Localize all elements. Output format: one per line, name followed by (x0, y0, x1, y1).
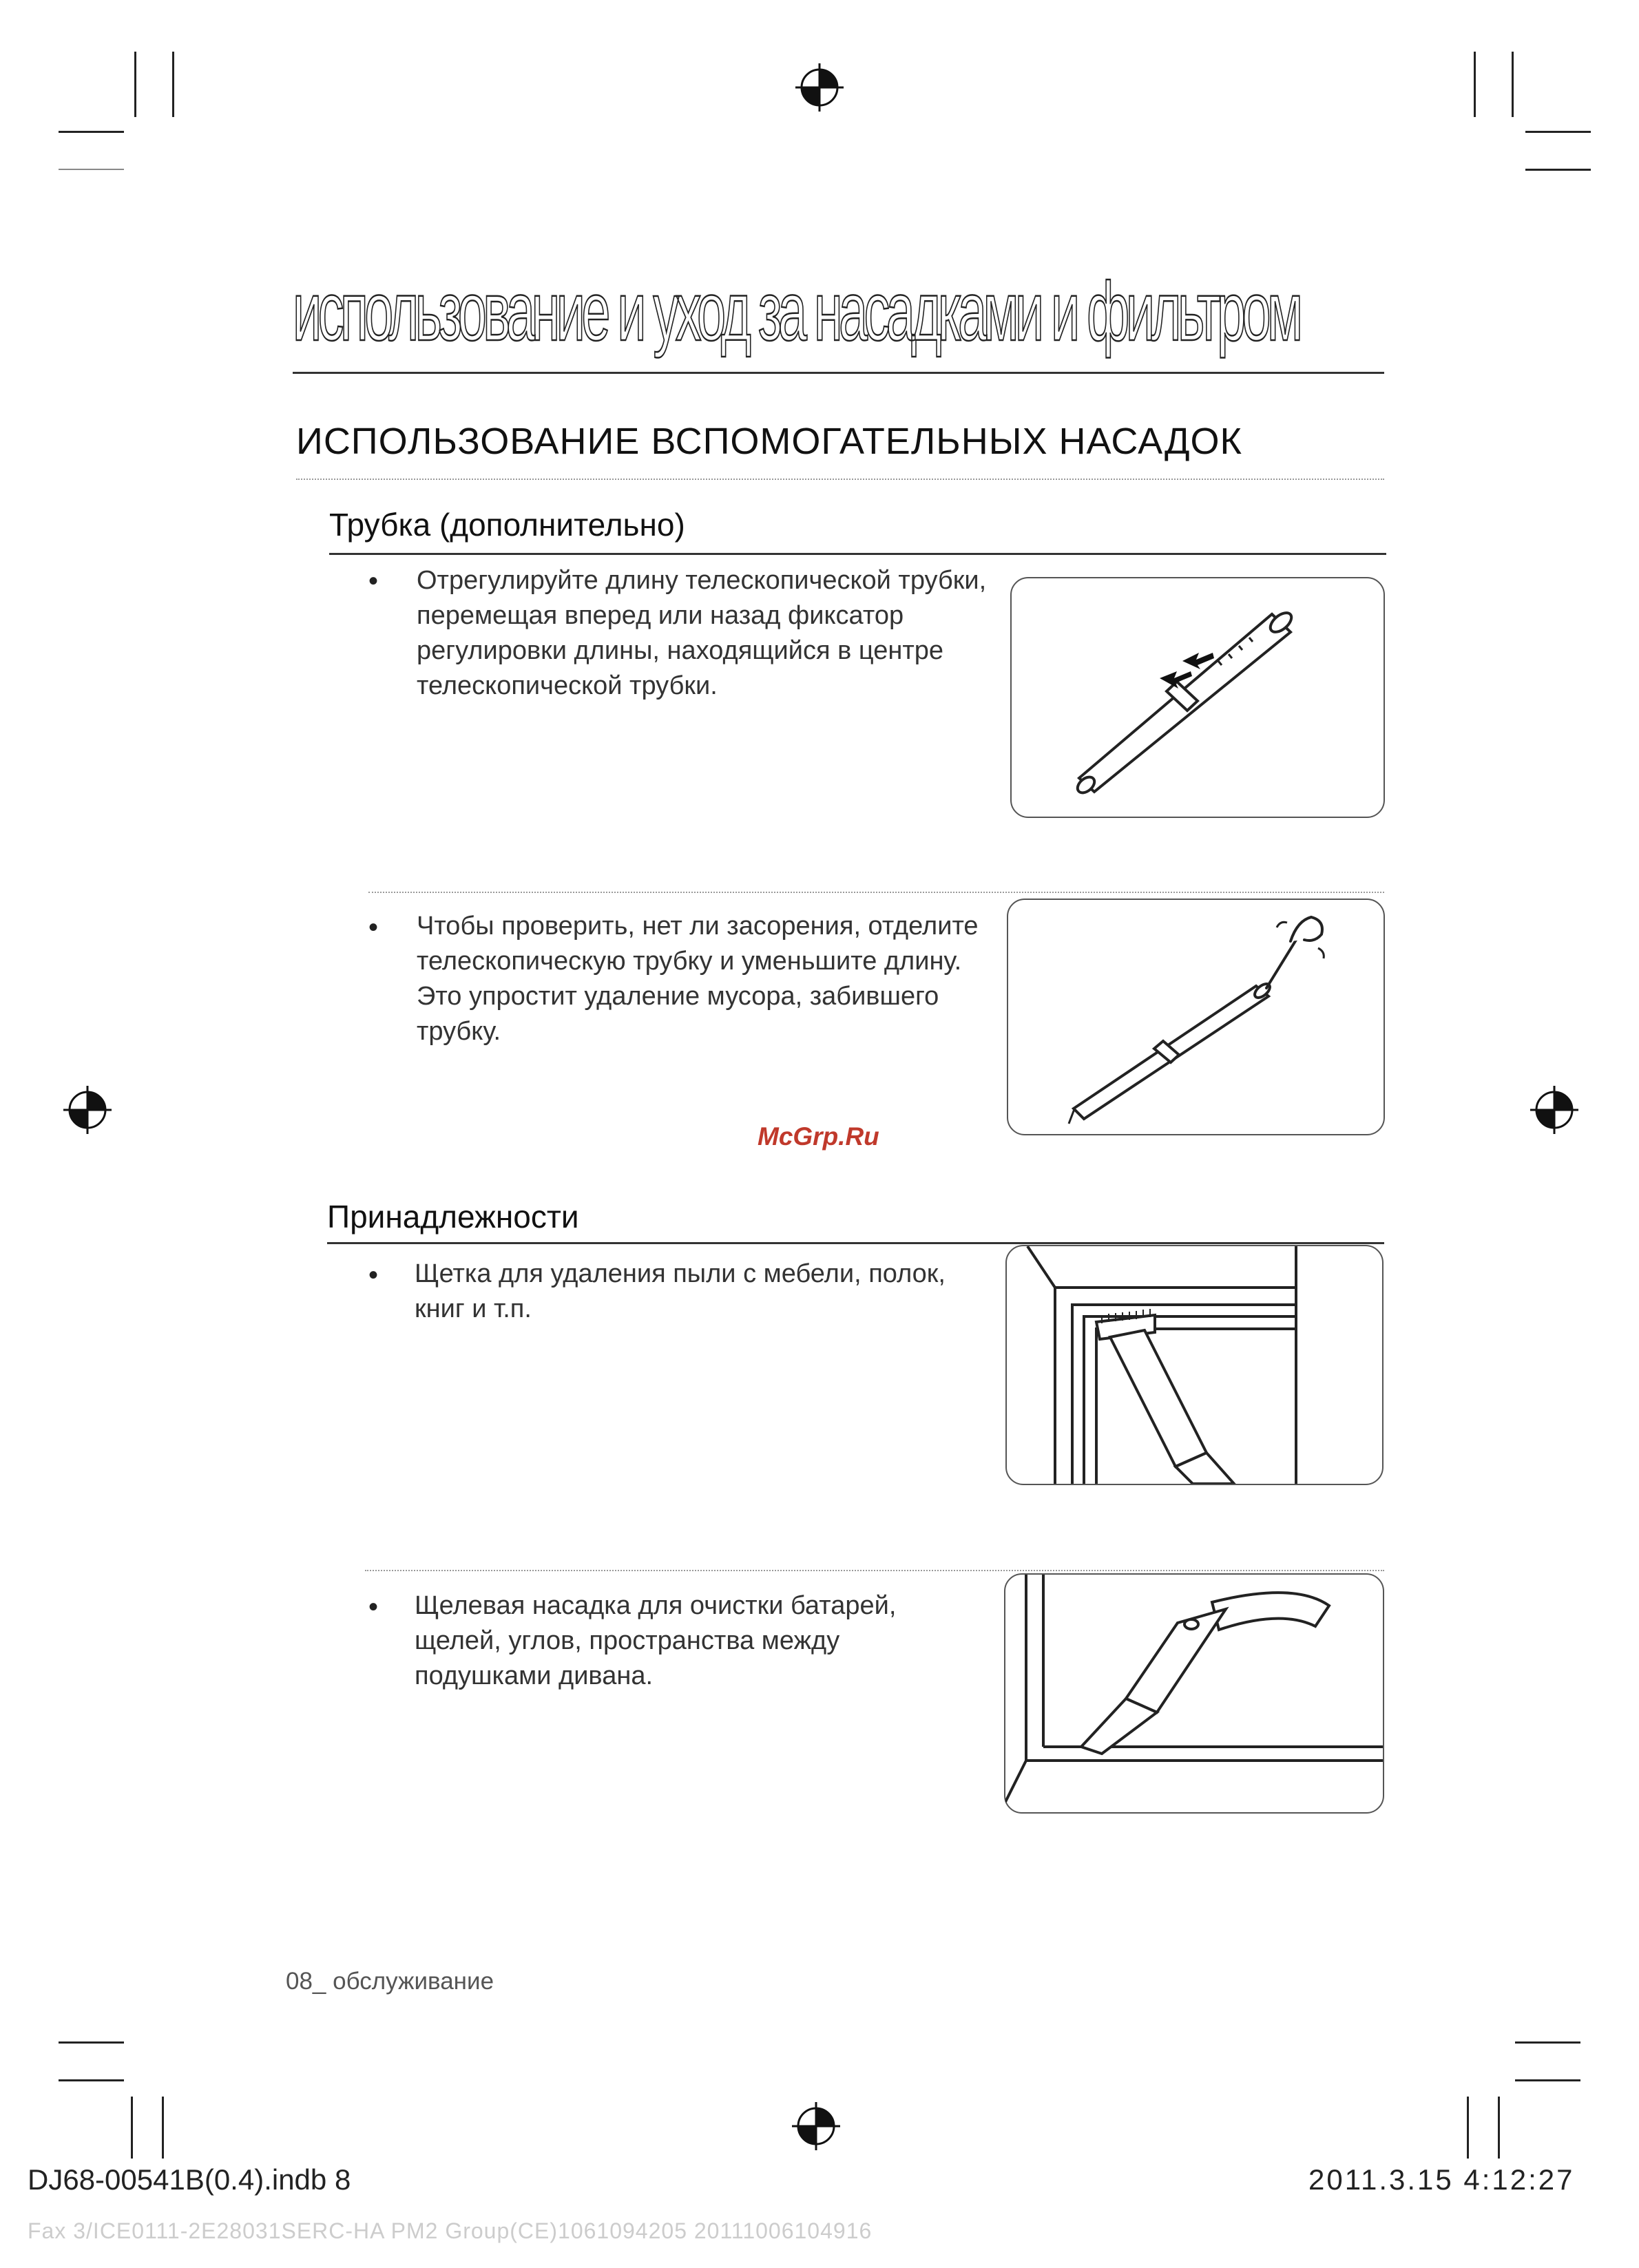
instruction-text: Щетка для удаления пыли с мебели, полок, книг и т.п. (415, 1259, 946, 1323)
instruction-text: Отрегулируйте длину телескопической трубки, перемещая вперед или назад фиксатор регулировки длины, находящийся в центре телескопической трубки. (417, 566, 987, 700)
subsection-rule (329, 553, 1386, 555)
crop-mark (1467, 2097, 1469, 2159)
watermark: McGrp.Ru (758, 1122, 879, 1151)
bullet: • (368, 566, 379, 596)
instruction-text: Чтобы проверить, нет ли засорения, отделите телескопическую трубку и уменьшите длину. Это упростит удаление мусора, забившего трубку. (417, 912, 979, 1046)
registration-crosshair-icon (63, 1086, 112, 1134)
registration-crosshair-icon (795, 63, 844, 112)
subsection-title-accessories: Принадлежности (327, 1199, 579, 1235)
crop-mark (162, 2097, 164, 2159)
crop-mark (59, 131, 124, 133)
crop-mark (1474, 52, 1476, 117)
crop-mark (1525, 131, 1591, 133)
telescopic-tube-adjust-illustration (1010, 577, 1385, 818)
crevice-tool-illustration (1004, 1573, 1384, 1814)
telescopic-tube-clean-illustration (1007, 899, 1385, 1135)
registration-crosshair-icon (792, 2102, 840, 2150)
crop-mark (172, 52, 174, 117)
page-number-label: 08_ обслуживание (286, 1968, 494, 1995)
section-divider (296, 479, 1384, 480)
chapter-title-rule (293, 372, 1384, 374)
bullet: • (368, 1260, 379, 1290)
print-slug-timestamp: 2011.3.15 4:12:27 (1308, 2163, 1575, 2196)
bullet: • (368, 912, 379, 943)
crop-mark (1512, 52, 1514, 117)
crop-mark (134, 52, 136, 117)
crop-mark (131, 2097, 133, 2159)
subsection-rule (327, 1242, 1384, 1244)
crop-mark (1525, 169, 1591, 171)
dust-brush-illustration (1005, 1245, 1384, 1485)
crop-mark (1498, 2097, 1500, 2159)
registration-crosshair-icon (1530, 1086, 1578, 1134)
print-slug-filename: DJ68-00541B(0.4).indb 8 (28, 2163, 351, 2196)
section-title: ИСПОЛЬЗОВАНИЕ ВСПОМОГАТЕЛЬНЫХ НАСАДОК (296, 421, 1243, 462)
crop-mark (59, 169, 124, 170)
instruction-text: Щелевая насадка для очистки батарей, щелей, углов, пространства между подушками дивана. (415, 1591, 897, 1690)
item-divider (365, 1570, 1384, 1571)
subsection-title-tube: Трубка (дополнительно) (329, 507, 685, 543)
crop-mark (59, 2079, 124, 2081)
crop-mark (1515, 2079, 1580, 2081)
print-fax-line: Fax 3/ICE0111-2E28031SERC-HA PM2 Group(CE)1061094205 20111006104916 (28, 2218, 873, 2243)
crop-mark (59, 2041, 124, 2044)
bullet: • (368, 1592, 379, 1622)
item-divider (368, 892, 1384, 893)
chapter-title: использование и уход за насадками и фильтром (293, 264, 1299, 358)
crop-mark (1515, 2041, 1580, 2044)
